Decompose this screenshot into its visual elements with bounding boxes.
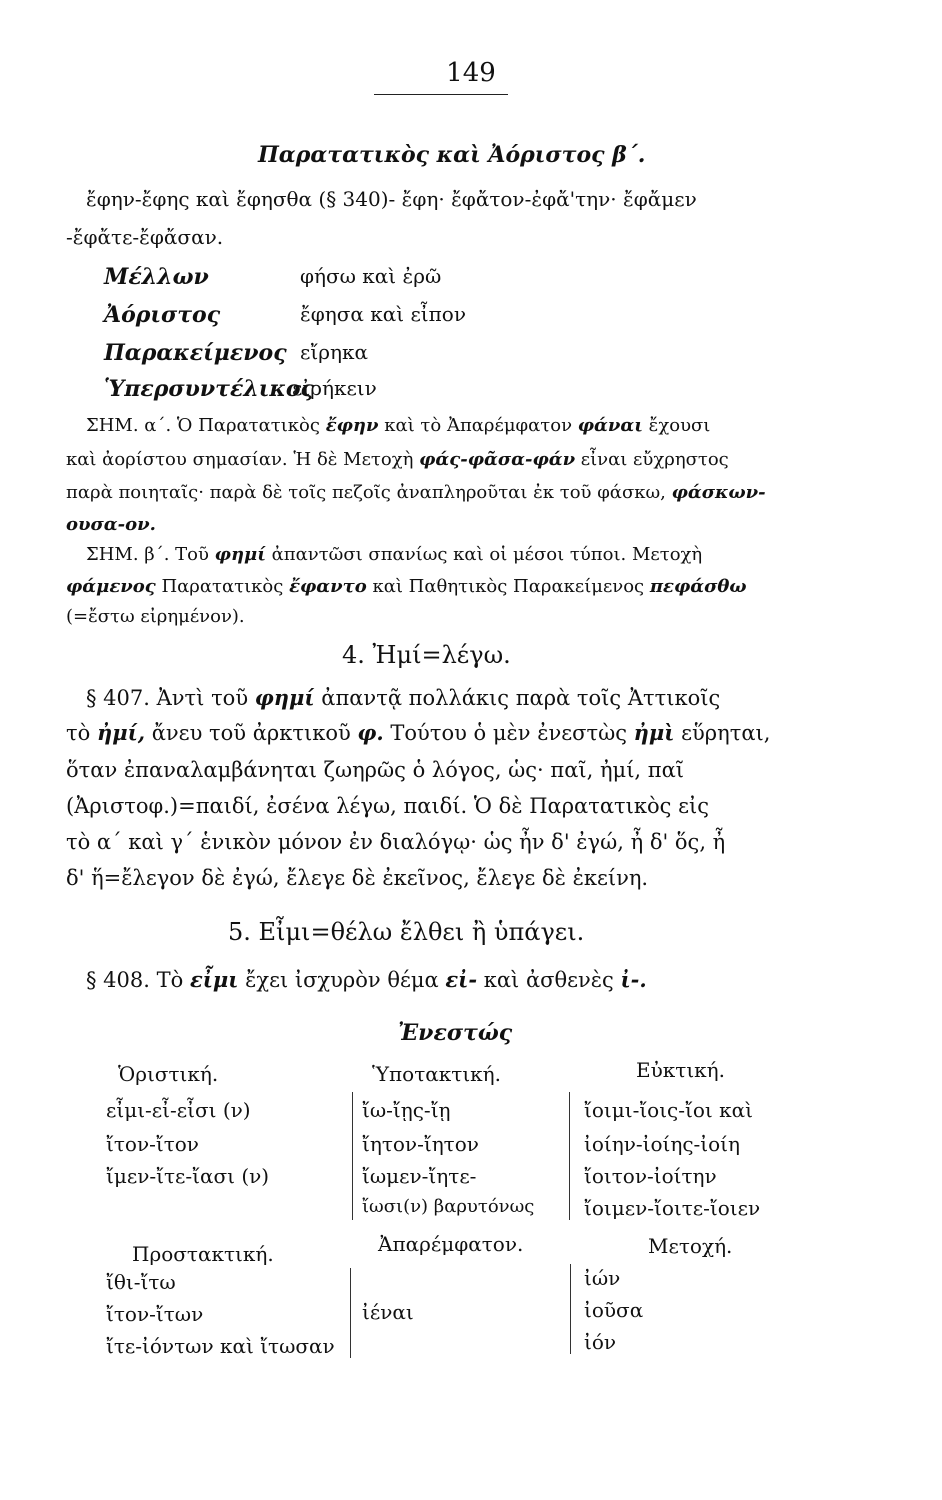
note-term: φημί (214, 544, 266, 565)
para-term: ἠμὶ (633, 720, 675, 745)
participle-label: Μετοχή. (648, 1234, 733, 1258)
column-divider (352, 1092, 353, 1220)
para-term: φημί (254, 685, 315, 710)
column-divider (570, 1264, 571, 1354)
subjunctive-form: ἴωσι(ν) βαρυτόνως (362, 1196, 535, 1217)
note-term: φάναι (577, 415, 643, 436)
section-5-heading: 5. Εἶμι=θέλω ἔλθει ἢ ὑπάγει. (228, 918, 585, 946)
note-text: ἀπαντῶσι σπανίως καὶ οἱ μέσοι τύποι. Μετοχὴ (265, 544, 703, 565)
imperative-form: ἴτον-ἴτων (106, 1302, 204, 1326)
tense-name: Ἀόριστος (104, 302, 221, 328)
para-407-line-4: (Ἀριστοφ.)=παιδί, ἐσένα λέγω, παιδί. Ὁ δὲ Παρατατικὸς εἰς (66, 794, 709, 818)
note-term: φάσκων- (671, 482, 766, 503)
note-1-line-4: ουσα-ον. (66, 514, 156, 535)
note-2-line-3: (=ἔστω εἰρημένον). (66, 606, 245, 627)
note-text: παρὰ ποιηταῖς· παρὰ δὲ τοῖς πεζοῖς ἀναπληροῦται ἐκ τοῦ φάσκω, (66, 482, 672, 503)
participle-form: ἰοῦσα (584, 1298, 644, 1322)
note-term: φάμενος (66, 576, 156, 597)
optative-form: ἴοιμι-ἴοις-ἴοι καὶ (584, 1098, 753, 1122)
note-2-line-2 (66, 576, 747, 597)
para-term: εἰ- (445, 967, 478, 992)
note-text: εἶναι εὔχρηστος (575, 449, 729, 470)
optative-label: Εὐκτική. (636, 1058, 726, 1082)
column-divider (350, 1268, 351, 1358)
subjunctive-label: Ὑποτακτική. (372, 1062, 502, 1086)
infinitive-form: ἰέναι (362, 1300, 414, 1324)
para-407-line-6: δ' ἥ=ἔλεγον δὲ ἐγώ, ἔλεγε δὲ ἐκεῖνος, ἔλεγε δὲ ἐκείνη. (66, 866, 649, 890)
note-text: ἔχουσι (642, 415, 711, 436)
tense-forms: εἰρήκειν (292, 376, 377, 400)
indicative-form: εἶμι-εἶ-εἶσι (ν) (106, 1098, 251, 1122)
optative-form: ἴοιτον-ἰοίτην (584, 1164, 717, 1188)
participle-form: ἰόν (584, 1330, 617, 1354)
imperative-label: Προστακτική. (132, 1242, 274, 1266)
intro-line-1: ἔφην-ἔφης καὶ ἔφησθα (§ 340)- ἔφη· ἔφἄτον-ἐφἄ'την· ἔφἄμεν (86, 187, 697, 211)
indicative-form: ἴμεν-ἴτε-ἴασι (ν) (106, 1164, 270, 1188)
present-heading: Ἐνεστώς (398, 1020, 513, 1046)
tense-forms: εἴρηκα (300, 340, 368, 364)
para-text: καὶ ἀσθενὲς (477, 968, 621, 992)
note-term: ἔφαντο (289, 576, 367, 597)
participle-form: ἰών (584, 1266, 621, 1290)
para-407-line-1 (86, 685, 720, 710)
note-text: ΣΗΜ. α΄. Ὁ Παρατατικὸς (86, 415, 326, 436)
para-text: ἀπαντᾷ πολλάκις παρὰ τοῖς Ἀττικοῖς (314, 686, 721, 710)
note-1-line-1 (86, 415, 710, 436)
tense-forms: φήσω καὶ ἐρῶ (300, 264, 442, 288)
para-text: § 408. Τὸ (86, 968, 190, 992)
note-term: φάς-φᾶσα-φάν (419, 449, 576, 470)
note-text: καὶ ἀορίστου σημασίαν. Ἡ δὲ Μετοχὴ (66, 449, 420, 470)
note-term: πεφάσθω (649, 576, 747, 597)
indicative-form: ἴτον-ἴτον (106, 1132, 199, 1156)
note-text: Παρατατικὸς (155, 576, 290, 597)
optative-form: ἰοίην-ἰοίης-ἰοίη (584, 1132, 740, 1156)
subjunctive-form: ἴητον-ἴητον (362, 1132, 479, 1156)
para-408-line-1 (86, 967, 647, 992)
note-term: ἔφην (325, 415, 379, 436)
section-title: Παρατατικὸς καὶ Ἀόριστος β΄. (258, 142, 646, 168)
tense-name: Μέλλων (104, 264, 209, 290)
note-text: καὶ τὸ Ἀπαρέμφατον (378, 415, 578, 436)
para-text: τὸ (66, 721, 97, 745)
imperative-form: ἴθι-ἴτω (106, 1270, 176, 1294)
para-text: Τούτου ὁ μὲν ἐνεστὼς (383, 721, 634, 745)
note-1-line-3 (66, 482, 766, 503)
column-divider (569, 1092, 570, 1220)
note-1-line-2 (66, 449, 729, 470)
optative-form: ἴοιμεν-ἴοιτε-ἴοιεν (584, 1196, 761, 1220)
intro-line-2: -ἔφἄτε-ἔφἄσαν. (66, 225, 224, 249)
note-text: καὶ Παθητικὸς Παρακείμενος (366, 576, 650, 597)
subjunctive-form: ἴω-ἴῃς-ἴῃ (362, 1098, 451, 1122)
page-number: 149 (446, 58, 496, 88)
tense-name: Παρακείμενος (104, 340, 287, 366)
section-4-heading: 4. Ἠμί=λέγω. (342, 641, 511, 669)
infinitive-label: Ἀπαρέμφατον. (378, 1232, 524, 1256)
para-term: ἠμί, (96, 720, 146, 745)
para-407-line-2 (66, 720, 770, 745)
para-text: ἔχει ἰσχυρὸν θέμα (238, 968, 446, 992)
tense-name: Ὑπερσυντέλικος (104, 376, 314, 402)
imperative-form: ἴτε-ἰόντων καὶ ἴτωσαν (106, 1334, 335, 1358)
page-number-rule (374, 94, 508, 95)
para-407-line-5: τὸ α΄ καὶ γ΄ ἑνικὸν μόνον ἐν διαλόγῳ· ὡς ἦν δ' ἐγώ, ἦ δ' ὅς, ἦ (66, 830, 726, 854)
para-term: εἶμι (189, 967, 239, 992)
para-text: εὕρηται, (674, 721, 771, 745)
note-2-line-1 (86, 544, 702, 565)
subjunctive-form: ἴωμεν-ἴητε- (362, 1164, 477, 1188)
tense-forms: ἔφησα καὶ εἶπον (300, 302, 466, 326)
para-text: ἄνευ τοῦ ἀρκτικοῦ (145, 721, 358, 745)
para-text: § 407. Ἀντὶ τοῦ (86, 686, 255, 710)
para-term: ἰ-. (620, 967, 647, 992)
para-407-line-3: ὅταν ἐπαναλαμβάνηται ζωηρῶς ὁ λόγος, ὡς· παῖ, ἠμί, παῖ (66, 758, 685, 782)
indicative-label: Ὁριστική. (118, 1062, 219, 1086)
para-term: φ. (357, 720, 384, 745)
note-text: ΣΗΜ. β΄. Τοῦ (86, 544, 215, 565)
